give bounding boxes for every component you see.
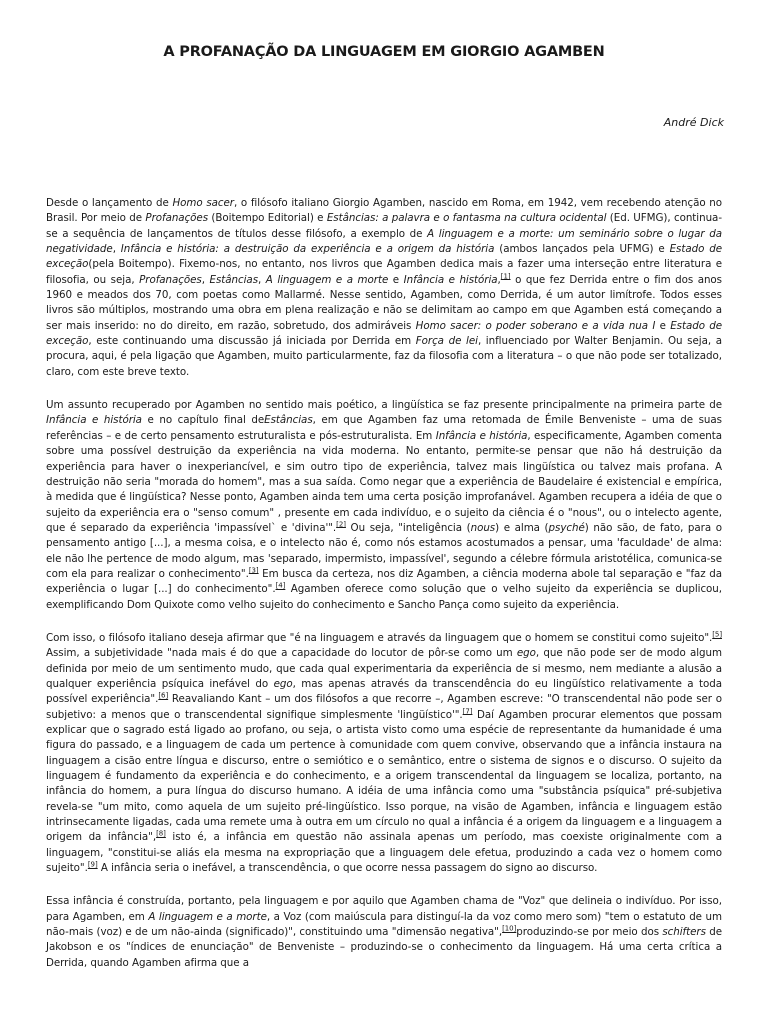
- footnote-link[interactable]: [2]: [336, 520, 346, 529]
- text-run: Essa infância é construída, portanto, pela linguagem e por aquilo que Agamben chama de "Voz" que delineia o indivíduo. Por isso, para Agamben, em: [46, 895, 722, 923]
- footnote-ref: [88, 861, 98, 869]
- italic-text: Infância e história: [46, 414, 142, 427]
- text-run: ) e alma (: [495, 521, 549, 534]
- italic-text: A linguagem e a morte: [265, 273, 389, 286]
- text-run: produzindo-se por meio dos: [516, 926, 663, 939]
- text-run: Agamben oferece como solução que o velho sujeito da experiência se duplicou, exemplificando Dom Quixote como velho sujeito do conhecimento e Sancho Pança como sujeito da experiência.: [46, 583, 722, 611]
- text-run: Daí Agamben procurar elementos que possam explicar que o sagrado está ligado ao profano, ou seja, o artista visto como uma espécie de representante da humanidade é uma figura do passado, e a linguagem de cada um pertence à comunidade com quem convive, observando que a infância instaura na linguagem a cisão entre língua e discurso, entre o semiótico e o semântico, entre o sistema de signos e o discurso. O sujeito da linguagem é fundamento da experiência e do conhecimento, e a origem transcendental da linguagem se localiza, portanto, na infância do homem, a pura língua do discurso humano. A idéia de uma infância como uma "substância psíquica" pré-subjetiva revela-se "um mito, como aquela de um sujeito pré-lingüístico. Isso porque, na visão de Agamben, infância e linguagem estão intrinsecamente ligadas, cada uma remete uma à outra em um círculo no qual a infância é a origem da linguagem e a linguagem a origem da infância",: [46, 708, 722, 844]
- text-run: , influenciado por Walter Benjamin. Ou seja, a procura, aqui, é pela ligação que Agamben, muito particularmente, faz da filosofia com a literatura – o que não pode ser totalizado, claro, com este breve texto.: [46, 335, 722, 378]
- text-run: , o filósofo italiano Giorgio Agamben, nascido em Roma, em 1942, vem recebendo atenção no Brasil. Por meio de: [46, 197, 723, 225]
- paragraph: [46, 631, 722, 877]
- italic-text: Profanações: [139, 273, 202, 286]
- italic-text: Homo sacer: o poder soberano e a vida nua I: [415, 319, 656, 332]
- footnote-link[interactable]: [6]: [158, 691, 169, 700]
- text-run: , mas apenas através da transcendência do eu lingüístico relativamente a toda possível experiência".: [46, 677, 722, 706]
- text-run: , em que Agamben faz uma retomada de Émile Benveniste – uma de suas referências – e de certo pensamento estruturalista e pós-estruturalista. Em: [46, 414, 722, 442]
- text-run: , que não pode ser de modo algum definida por meio de um sentimento mudo, que cada qual experimentaria da experiência de si mesmo, nem mediante a alusão a qualquer experiência psíquica inefável do: [46, 647, 723, 690]
- italic-text: Infância e história: a destruição da experiência e a origem da história: [120, 243, 495, 256]
- italic-text: Estado de exceção: [46, 319, 723, 348]
- text-run: (ambos lançados pela UFMG) e: [494, 243, 670, 256]
- italic-text: Infância e história: [403, 273, 498, 286]
- italic-text: Estâncias: [264, 414, 313, 427]
- italic-text: Homo sacer: [172, 197, 234, 209]
- text-run: ,: [497, 273, 501, 286]
- text-run: o que fez Derrida entre o fim dos anos 1960 e meados dos 70, com poetas como Mallarmé. Nesse sentido, Agamben, como Derrida, é um autor limítrofe. Todos esses livros são múltiplos, mostrando uma obra em plena realização e não se delimitam ao campo em que Agamben está começando a ser mais inserido: no do direito, em razão, sobretudo, dos admiráveis: [46, 273, 722, 332]
- footnote-link[interactable]: [5]: [712, 630, 722, 639]
- footnote-ref: [463, 707, 473, 715]
- text-run: e: [388, 273, 404, 286]
- italic-text: schifters: [662, 926, 706, 939]
- footnote-link[interactable]: [7]: [462, 707, 473, 716]
- italic-text: A linguagem e a morte: [148, 910, 267, 923]
- article-body: [46, 196, 722, 989]
- text-run: Desde o lançamento de: [46, 197, 173, 209]
- italic-text: ego: [516, 647, 536, 660]
- footnote-link[interactable]: [3]: [248, 566, 259, 575]
- italic-text: Profanações: [145, 212, 209, 225]
- text-run: Com isso, o filósofo italiano deseja afirmar que "é na linguagem e através da linguagem que o homem se constitui como sujeito".: [46, 631, 713, 644]
- text-run: , a Voz (com maiúscula para distinguí-la da voz como mero som) "tem o estatuto de um não-mais (voz) e de um não-ainda (significado)", constituindo uma "dimensão negativa",: [46, 910, 722, 939]
- text-run: (Ed. UFMG), continua-se a sequência de lançamentos de títulos desse filósofo, a exemplo de: [46, 212, 722, 240]
- text-run: Ou seja, "inteligência (: [345, 521, 471, 534]
- text-run: ,: [201, 273, 210, 286]
- footnote-ref: [276, 582, 286, 590]
- footnote-ref: [249, 566, 259, 574]
- italic-text: Força de lei: [415, 335, 478, 348]
- italic-text: psyché: [548, 521, 585, 534]
- paragraph: [46, 894, 722, 971]
- text-run: (pela Boitempo). Fixemo-nos, no entanto, nos livros que Agamben dedica mais a fazer uma interseção entre literatura e filosofia, ou seja,: [46, 258, 722, 286]
- footnote-link[interactable]: [4]: [275, 581, 286, 590]
- italic-text: A linguagem e a morte: um seminário sobre o lugar da negatividade: [46, 227, 722, 256]
- text-run: isto é, a infância em questão não assinala apenas um período, mas coexiste originalmente com a linguagem, "constitui-se aliás ela mesma na expropriação que a linguagem dele efetua, produzindo a cada vez o homem como sujeito".: [46, 831, 722, 875]
- text-run: Assim, a subjetividade "nada mais é do que a capacidade do locutor de pôr-se como um: [46, 647, 517, 660]
- italic-text: Estâncias: [209, 273, 259, 286]
- text-run: (Boitempo Editorial) e: [208, 212, 327, 225]
- text-run: ,: [112, 243, 121, 256]
- text-run: Um assunto recuperado por Agamben no sentido mais poético, a lingüística se faz presente principalmente na primeira parte de: [46, 399, 722, 412]
- footnote-link[interactable]: [10]: [502, 924, 517, 933]
- author-name: André Dick: [663, 116, 724, 129]
- footnote-ref: [158, 692, 168, 700]
- footnote-link[interactable]: [1]: [500, 272, 511, 281]
- footnote-ref: [501, 272, 511, 280]
- text-run: Em busca da certeza, nos diz Agamben, a ciência moderna abole tal separação e "faz da experiência o lugar [...] do conhecimento".: [46, 567, 722, 596]
- footnote-ref: [336, 520, 346, 528]
- text-run: , este continuando uma discussão já iniciada por Derrida em: [88, 335, 416, 348]
- paragraph: [46, 196, 722, 380]
- footnote-ref: [502, 925, 516, 933]
- footnote-link[interactable]: [9]: [87, 860, 98, 869]
- paragraph: [46, 398, 722, 613]
- footnote-ref: [712, 631, 722, 639]
- footnote-ref: [156, 830, 166, 838]
- text-run: Reavaliando Kant – um dos filósofos a que recorre –, Agamben escreve: "O transcendental não pode ser o subjetivo: a menos que o transcendental signifique simplesmente 'lingüístico'".: [46, 693, 722, 721]
- document-title: A PROFANAÇÃO DA LINGUAGEM EM GIORGIO AGAMBEN: [163, 44, 605, 60]
- text-run: e: [655, 319, 671, 332]
- text-run: ,: [258, 273, 266, 286]
- text-run: de Jakobson e os "índices de enunciação" de Benveniste – produzindo-se o conhecimento da linguagem. Há uma certa crítica a Derrida, quando Agamben afirma que a: [46, 926, 722, 969]
- italic-text: Infância e história: [435, 429, 528, 442]
- italic-text: Estâncias: a palavra e o fantasma na cultura ocidental: [326, 212, 607, 225]
- italic-text: nous: [470, 521, 496, 534]
- footnote-link[interactable]: [8]: [156, 829, 166, 838]
- italic-text: Estado de exceção: [46, 243, 722, 271]
- text-run: A infância seria o inefável, a transcendência, o que ocorre nessa passagem do signo ao discurso.: [97, 862, 598, 875]
- text-run: ) não são, de fato, para o pensamento antigo [...], a mesma coisa, e o intelecto não é, como nós estamos acostumados a pensar, uma 'faculdade' de alma: ele não lhe pertence de modo algum, mas 'separado, impermisto, impassível', segundo a célebre fórmula aristotélica, comunica-se com ela para realizar o conhecimento".: [46, 521, 722, 580]
- text-run: e no capítulo final de: [141, 414, 265, 427]
- italic-text: ego: [273, 677, 293, 690]
- text-run: , especificamente, Agamben comenta sobre uma possível destruição da experiência na vida moderna. No entanto, permite-se pensar que não há destruição da experiência para haver o inexperiancível, e sim outro tipo de experiência, talvez mais lingüística ou talvez mais profana. A destruição não seria "morada do homem", mas a sua saída. Como negar que a experiência de Baudelaire é existencial e empírica, à medida que é lingüística? Nesse ponto, Agamben ainda tem uma certa posição improfanável. Agamben recupera a idéia de que o sujeito da experiência era o "senso comum" , presente em cada indivíduo, e o sujeito da ciência é o "nous", ou o intelecto agente, que é separado da experiência 'impassível` e 'divina'".: [46, 429, 723, 534]
